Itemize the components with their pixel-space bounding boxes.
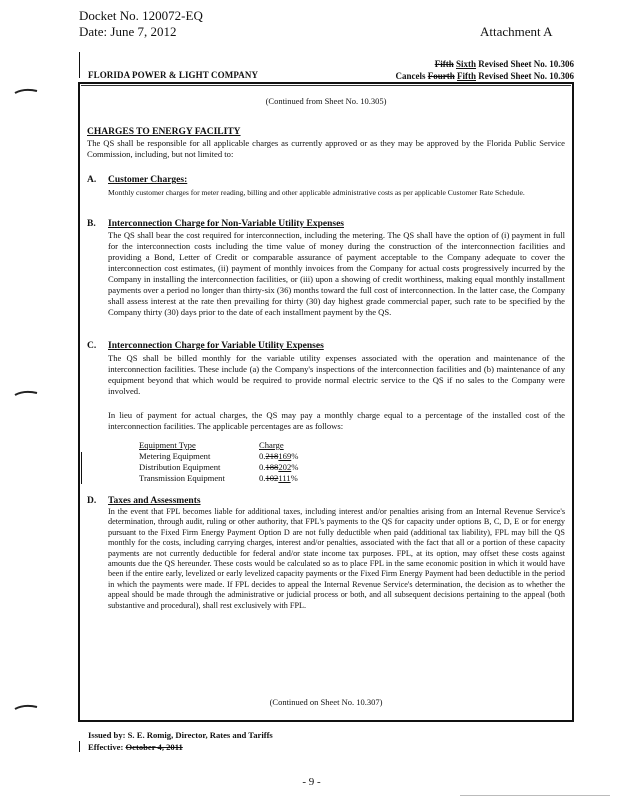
sheet-number: [435, 59, 574, 69]
charge-prefix: 0.: [259, 462, 266, 472]
effective-label: Effective:: [88, 742, 126, 752]
charge-struck: 218: [265, 451, 279, 461]
charge-new: 202: [278, 462, 292, 472]
docket-number: Docket No. 120072-EQ: [79, 8, 203, 23]
cancels-new: Fifth: [457, 71, 476, 81]
charge-suffix: %: [290, 473, 298, 483]
item-a-title: Customer Charges:: [108, 175, 188, 185]
docket-header: [79, 8, 203, 40]
sheet-struck: Fifth: [434, 59, 454, 69]
item-c-letter: C.: [87, 341, 97, 351]
cancels-line: [396, 71, 575, 81]
item-c-text-2: In lieu of payment for actual charges, the QS may pay a monthly charge equal to a percentage of the installed cost of the interconnection facilities. The applicable percentages are as follows:: [108, 410, 565, 431]
frame-inner-rule: [81, 85, 571, 86]
charge-prefix: 0.: [259, 451, 266, 461]
section-title: CHARGES TO ENERGY FACILITY: [87, 127, 241, 137]
charge-suffix: %: [291, 451, 299, 461]
scan-mark: [14, 390, 38, 396]
header-equipment-type: Equipment Type: [139, 440, 196, 450]
item-d-text: In the event that FPL becomes liable for additional taxes, including interest and/or penalties arising from an Internal Revenue Service's determination, through audit, ruling or other authority, that FPL's payments to the QS for capacity under options B, C, D, E or for energy pursuant to the Fixed Firm Energy Payment Option D are not fully deductible when paid (additional tax liability), FPL may bill the QS monthly for the costs, including carrying charges, interest and/or penalties, associated with the fact that all or a portion of these capacity payments are not currently deductible for federal and/or state income tax purposes. FPL, at its option, may offset these costs against amounts due the QS hereunder. These costs would be calculated so as to place FPL in the same economic position in which it would have been if the entire early, levelized or early levelized capacity payments or the Fixed Firm Energy Payment had been deductible in the period in which the payments were made. If FPL decides to appeal the Internal Revenue Service's determination, the decision as to whether the appeal should be made through the administrative or judicial process or both, and all subsequent decisions pertaining to the appeal (both substantive and procedural), shall rest exclusively with FPL.: [108, 507, 565, 610]
cancels-struck: Fourth: [427, 71, 455, 81]
row-type: Distribution Equipment: [139, 462, 221, 472]
header-charge: Charge: [259, 440, 284, 450]
item-d-letter: D.: [87, 496, 97, 506]
item-b-title: Interconnection Charge for Non-Variable Utility Expenses: [108, 219, 344, 229]
item-a-text: Monthly customer charges for meter reading, billing and other applicable administrative costs as per applicable Customer Rate Schedule.: [108, 188, 525, 197]
change-bar: [81, 452, 82, 484]
cancels-rest: Revised Sheet No. 10.306: [476, 71, 574, 81]
charge-prefix: 0.: [259, 473, 266, 483]
sheet-new: Sixth: [455, 59, 476, 69]
page-number: - 9 -: [302, 776, 321, 788]
effective-date: [88, 742, 183, 752]
row-type: Transmission Equipment: [139, 473, 225, 483]
item-a-letter: A.: [87, 175, 97, 185]
intro-paragraph: The QS shall be responsible for all applicable charges as currently approved or as they may be approved by the Florida Public Service Commission, including, but not limited to:: [87, 138, 565, 159]
row-charge: [259, 473, 298, 483]
charge-struck: 102: [265, 473, 279, 483]
row-type: Metering Equipment: [139, 451, 211, 461]
company-name: FLORIDA POWER & LIGHT COMPANY: [88, 70, 259, 80]
issued-by: Issued by: S. E. Romig, Director, Rates and Tariffs: [88, 730, 273, 740]
item-c-title: Interconnection Charge for Variable Utility Expenses: [108, 341, 324, 351]
sheet-rest: Revised Sheet No. 10.306: [476, 59, 574, 69]
revision-bar: [79, 52, 80, 78]
continued-from: (Continued from Sheet No. 10.305): [265, 96, 387, 106]
charge-struck: 188: [265, 462, 279, 472]
attachment-label: Attachment A: [480, 24, 553, 39]
effective-struck: October 4, 2011: [125, 742, 183, 752]
cancels-prefix: Cancels: [395, 71, 428, 81]
item-c-text-1: The QS shall be billed monthly for the variable utility expenses associated with the operation and maintenance of the interconnection facilities. These include (a) the Company's inspections of the interconnection facilities and (b) maintenance of any equipment beyond that which would be required to provide normal electric service to the QS if no sales to the Company were involved.: [108, 353, 565, 396]
effective-revision-bar: [79, 741, 80, 752]
row-charge: [259, 462, 298, 472]
item-d-title: Taxes and Assessments: [108, 496, 201, 506]
continued-on: (Continued on Sheet No. 10.307): [269, 697, 383, 707]
scan-mark: [14, 88, 38, 94]
docket-date: Date: June 7, 2012: [79, 24, 177, 39]
charge-suffix: %: [291, 462, 299, 472]
footer-rule: [460, 795, 610, 796]
item-b-text: The QS shall bear the cost required for interconnection, including the metering. The QS shall have the option of (i) payment in full for the interconnection costs including the time value of money during the construction of the interconnection facilities and providing a Bond, Letter of Credit or comparable assurance of payment acceptable to the Company adequate to cover the interconnection cost estimates, (ii) payment of monthly invoices from the Company for actual costs progressively incurred by the Company in installing the interconnection facilities, or (iii) upon a showing of credit worthiness, making equal monthly installment payments over a period no longer than thirty-six (36) months toward the full cost of interconnection. In the latter case, the Company shall assess interest at the rate then prevailing for thirty (30) day highest grade commercial paper, such rate to be specified by the Company thirty (30) days prior to the date of each installment payment by the QS.: [108, 230, 565, 317]
row-charge: [259, 451, 298, 461]
charge-new: 169: [278, 451, 292, 461]
scan-mark: [14, 704, 38, 710]
charge-new: 111: [278, 473, 291, 483]
item-b-letter: B.: [87, 219, 96, 229]
